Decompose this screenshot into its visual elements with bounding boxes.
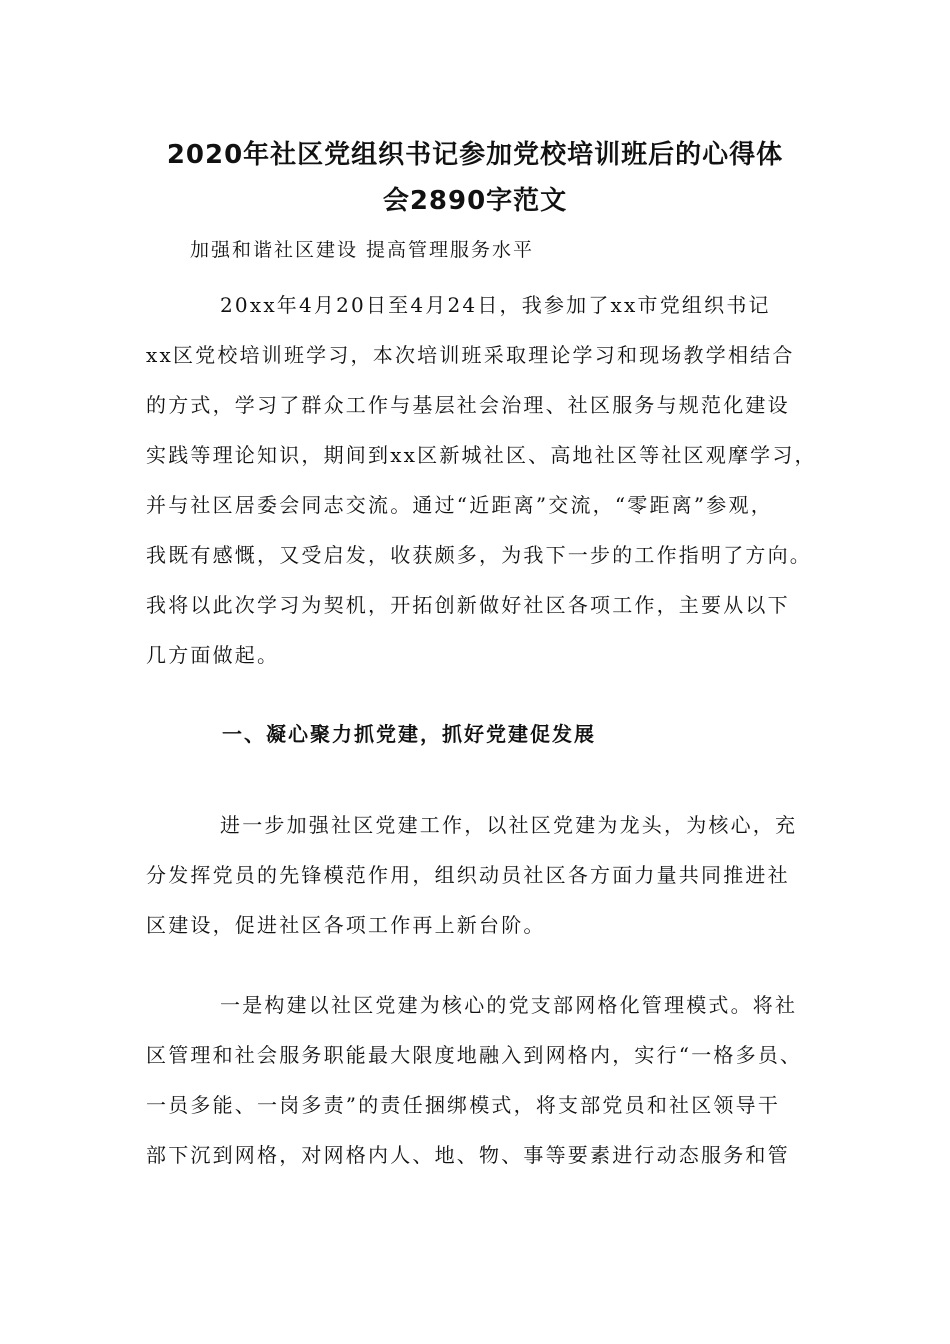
paragraph-line: 20xx年4月20日至4月24日，我参加了xx市党组织书记 — [220, 293, 771, 317]
paragraph-line: 一是构建以社区党建为核心的党支部网格化管理模式。将社 — [220, 993, 798, 1017]
paragraph-line: 实践等理论知识，期间到xx区新城社区、高地社区等社区观摩学习， — [146, 443, 817, 467]
document-title-line-1: 2020年社区党组织书记参加党校培训班后的心得体 — [166, 140, 784, 170]
paragraph-line: 区建设，促进社区各项工作再上新台阶。 — [146, 913, 546, 937]
paragraph-line: 的方式，学习了群众工作与基层社会治理、社区服务与规范化建设 — [146, 393, 790, 417]
paragraph-1 — [146, 280, 836, 680]
document-title-line-2: 会2890字范文 — [382, 186, 568, 216]
paragraph-line: 我既有感慨，又受启发，收获颇多，为我下一步的工作指明了方向。 — [146, 543, 812, 567]
paragraph-line: xx区党校培训班学习，本次培训班采取理论学习和现场教学相结合 — [146, 343, 795, 367]
paragraph-line: 部下沉到网格，对网格内人、地、物、事等要素进行动态服务和管 — [146, 1143, 790, 1167]
paragraph-line: 进一步加强社区党建工作，以社区党建为龙头，为核心，充 — [220, 813, 798, 837]
paragraph-line: 一员多能、一岗多责”的责任捆绑模式，将支部党员和社区领导干 — [146, 1093, 781, 1117]
document-subtitle: 加强和谐社区建设 提高管理服务水平 — [190, 239, 535, 261]
paragraph-line: 并与社区居委会同志交流。通过“近距离”交流，“零距离”参观， — [146, 493, 773, 517]
paragraph-line: 我将以此次学习为契机，开拓创新做好社区各项工作，主要从以下 — [146, 593, 790, 617]
paragraph-line: 区管理和社会服务职能最大限度地融入到网格内，实行“一格多员、 — [146, 1043, 803, 1067]
paragraph-2 — [146, 800, 836, 950]
section-heading-1: 一、凝心聚力抓党建，抓好党建促发展 — [222, 722, 596, 746]
paragraph-line: 分发挥党员的先锋模范作用，组织动员社区各方面力量共同推进社 — [146, 863, 790, 887]
paragraph-line: 几方面做起。 — [146, 643, 280, 667]
paragraph-3 — [146, 980, 836, 1180]
